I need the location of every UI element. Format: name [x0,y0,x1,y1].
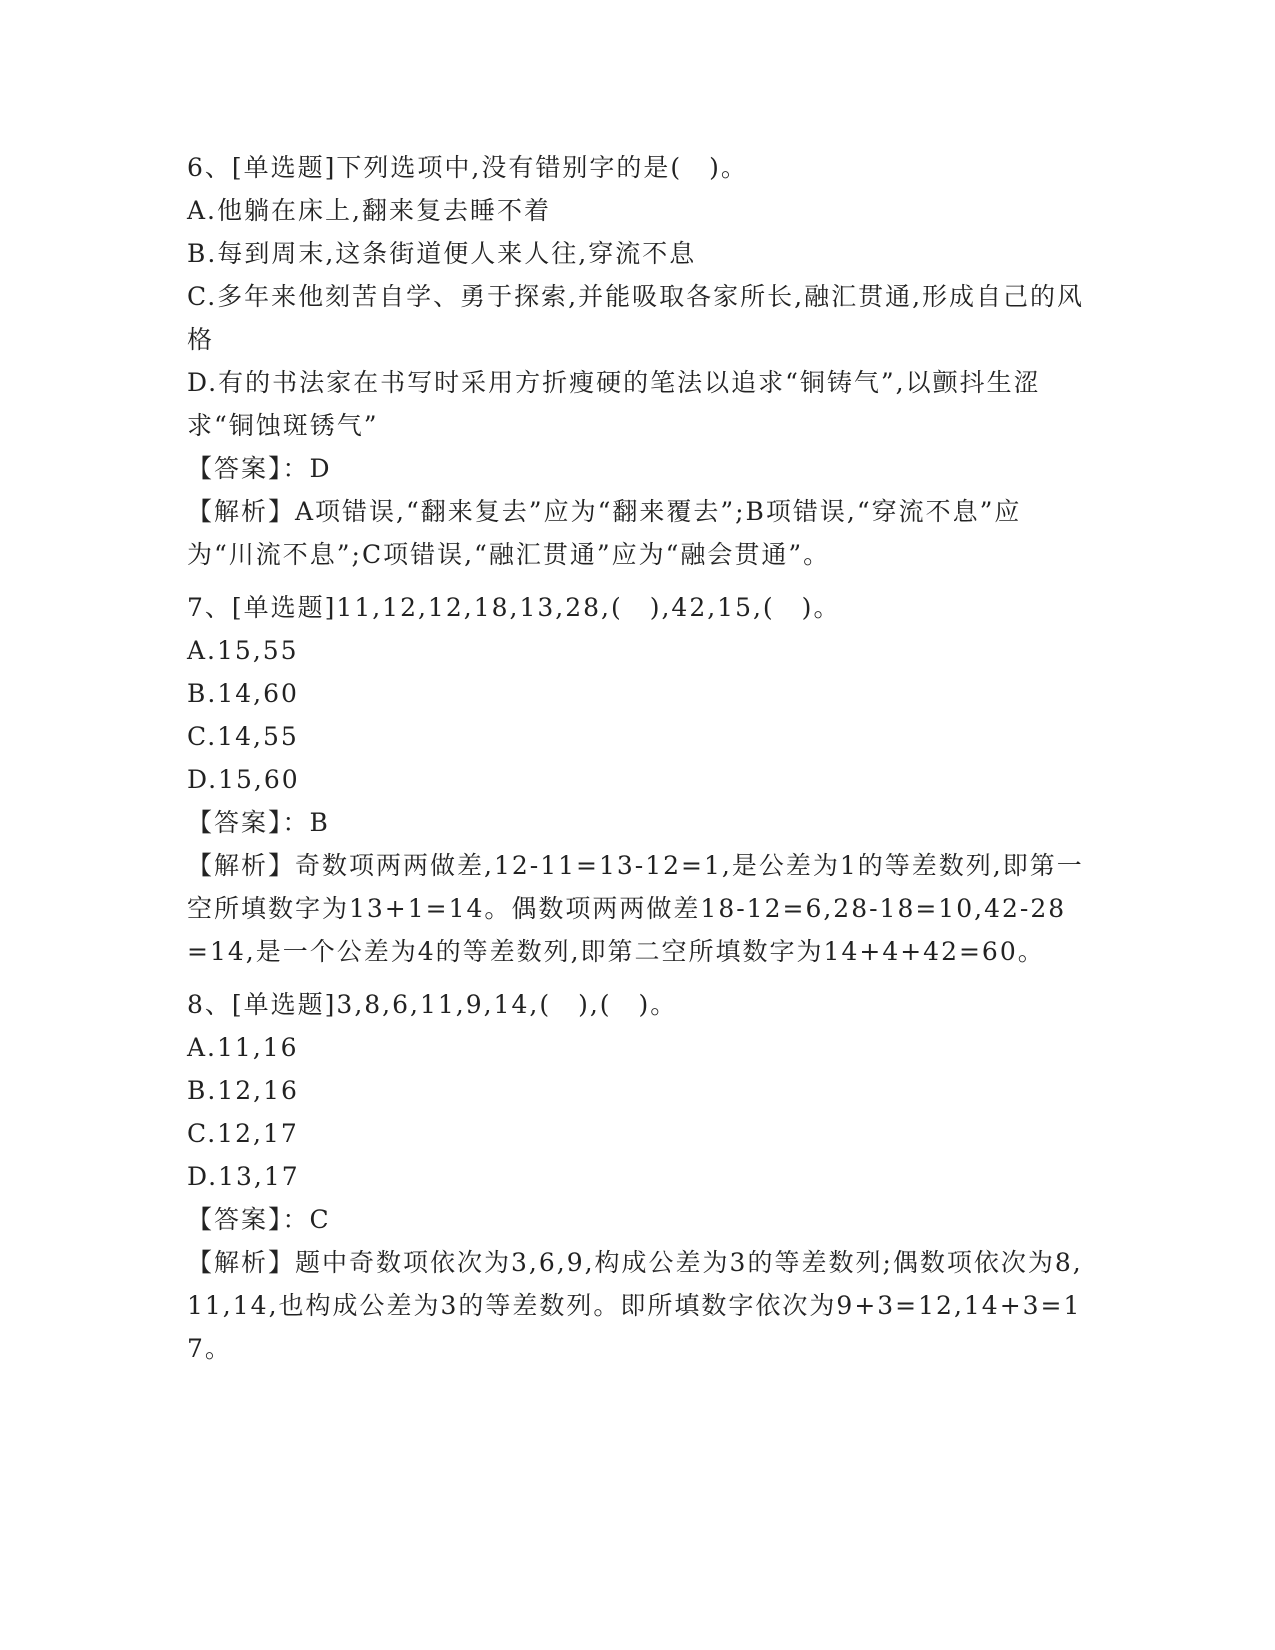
question-6 [187,146,1087,576]
option-a: A.他躺在床上,翻来复去睡不着 [187,196,551,225]
analysis-text: 【解析】A项错误,“翻来复去”应为“翻来覆去”;B项错误,“穿流不息”应为“川流不息”;C项错误,“融汇贯通”应为“融会贯通”。 [187,497,1022,569]
answer-line: 【答案】：B [187,808,330,837]
option-d: D.13,17 [187,1162,300,1191]
question-stem: 6、[单选题]下列选项中,没有错别字的是( )。 [187,153,748,182]
question-stem: 7、[单选题]11,12,12,18,13,28,( ),42,15,( )。 [187,593,841,622]
option-c: C.多年来他刻苦自学、勇于探索,并能吸取各家所长,融汇贯通,形成自己的风格 [187,282,1085,354]
option-d: D.15,60 [187,765,300,794]
option-b: B.14,60 [187,679,299,708]
option-c: C.12,17 [187,1119,299,1148]
answer-line: 【答案】：C [187,1205,331,1234]
document-content [187,146,1087,1380]
question-stem: 8、[单选题]3,8,6,11,9,14,( ),( )。 [187,990,678,1019]
analysis-text: 【解析】题中奇数项依次为3,6,9,构成公差为3的等差数列;偶数项依次为8,11,14,也构成公差为3的等差数列。即所填数字依次为9+3=12,14+3=17。 [187,1248,1083,1363]
question-7 [187,586,1087,973]
option-b: B.12,16 [187,1076,299,1105]
option-c: C.14,55 [187,722,299,751]
answer-line: 【答案】：D [187,454,332,483]
option-d: D.有的书法家在书写时采用方折瘦硬的笔法以追求“铜铸气”,以颤抖生涩求“铜蚀斑锈气” [187,368,1041,440]
option-a: A.11,16 [187,1033,299,1062]
option-b: B.每到周末,这条街道便人来人往,穿流不息 [187,239,697,268]
analysis-text: 【解析】奇数项两两做差,12-11=13-12=1,是公差为1的等差数列,即第一空所填数字为13+1=14。偶数项两两做差18-12=6,28-18=10,42-28=14,是一个公差为4的等差数列,即第二空所填数字为14+4+42=60。 [187,851,1084,966]
question-8 [187,983,1087,1370]
option-a: A.15,55 [187,636,299,665]
